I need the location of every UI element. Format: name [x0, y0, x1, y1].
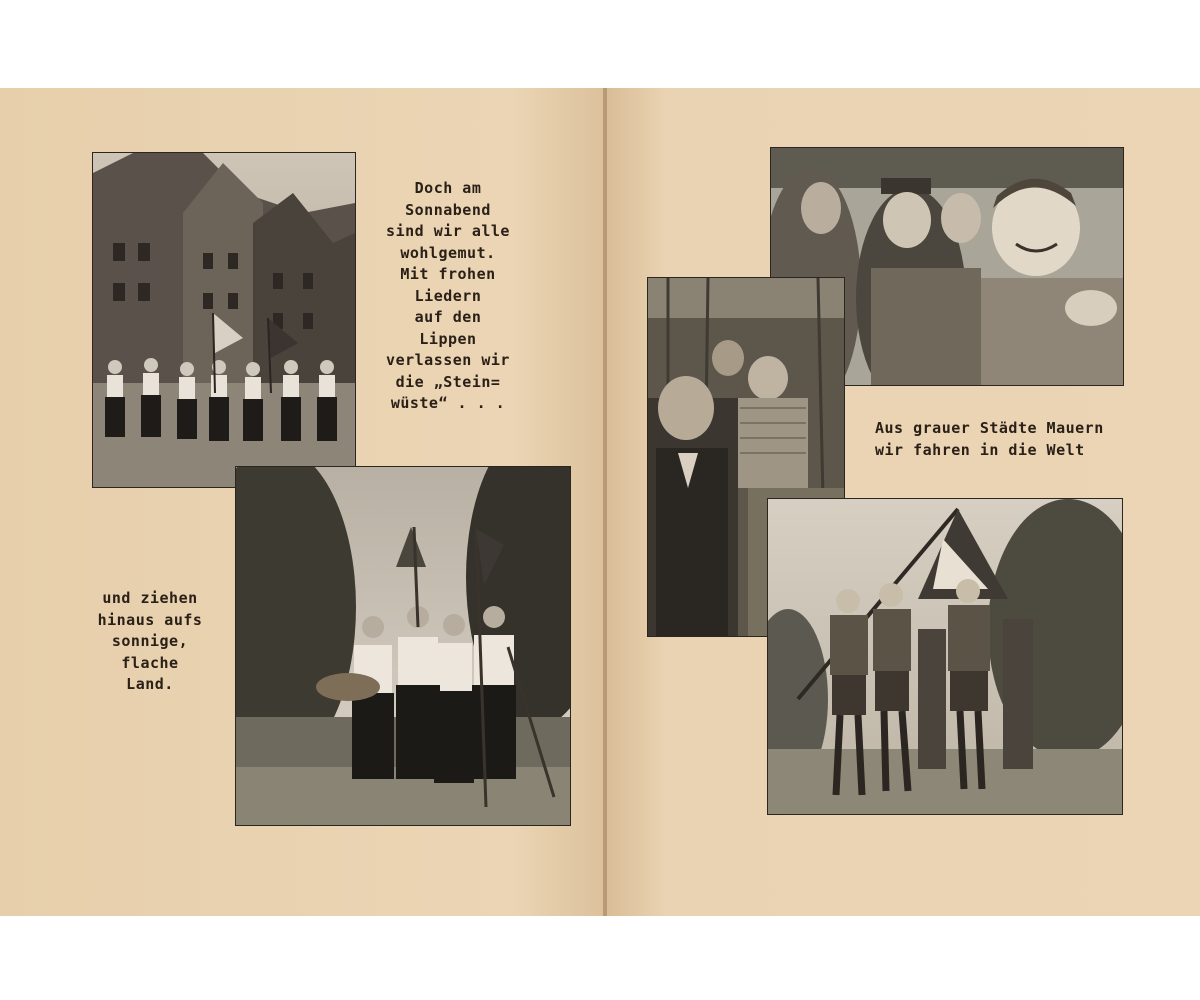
book-spread: [0, 88, 1200, 916]
boys-flag-march-photo: [767, 498, 1123, 815]
caption-countryside: und ziehen hinaus aufs sonnige, flache Land.: [97, 589, 203, 693]
right-page: [607, 88, 1200, 916]
left-page: [0, 88, 603, 916]
country-march-photo: [235, 466, 571, 826]
caption-saturday: Doch am Sonnabend sind wir alle wohlgemut. Mit frohen Liedern auf den Lippen verlassen wir die „Stein= wüste“ . . .: [386, 179, 510, 412]
town-march-photo: [92, 152, 356, 488]
caption-grey-cities: Aus grauer Städte Mauern wir fahren in die Welt: [875, 419, 1104, 459]
